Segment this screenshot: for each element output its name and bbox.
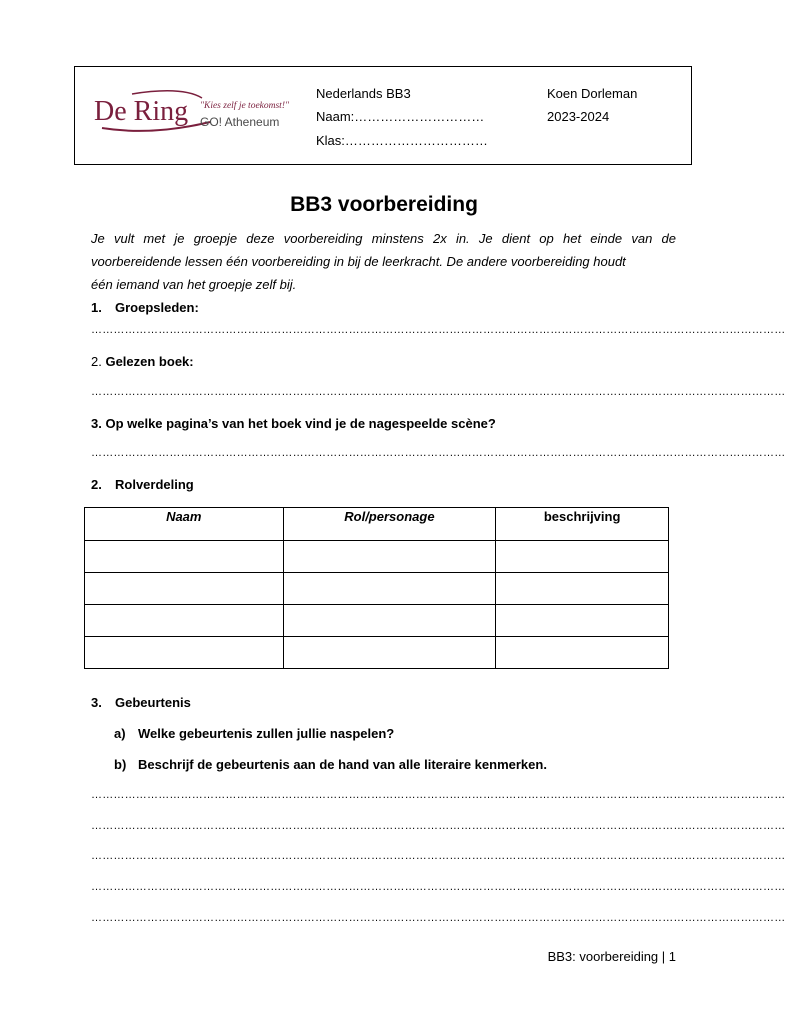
table-row [85,605,669,637]
page-footer: BB3: voorbereiding | 1 [547,949,676,964]
intro-last-line: één iemand van het groepje zelf bij. [91,277,297,292]
question-label: Groepsleden: [115,300,199,315]
question-gelezen-boek [91,354,194,369]
table-cell[interactable] [496,541,669,573]
table-cell[interactable] [496,637,669,669]
question-groepsleden [91,300,199,315]
table-cell[interactable] [283,541,496,573]
klas-field[interactable]: Klas:…………………………… [316,133,488,148]
rolverdeling-table [84,507,669,669]
question-label: Rolverdeling [115,477,194,492]
subquestion-letter: a) [114,726,126,741]
answer-line[interactable]: …………………………………………………………………………………………………………………………………………………………………… [91,881,785,893]
table-row [85,637,669,669]
question-number: 2. [91,354,102,369]
naam-field[interactable]: Naam:………………………… [316,109,485,124]
subquestion-letter: b) [114,757,127,772]
table-row [85,573,669,605]
table-header-row [85,508,669,541]
answer-line[interactable]: …………………………………………………………………………………………………………………………………………………………………… [91,324,785,336]
question-rolverdeling [91,477,194,492]
answer-line[interactable]: …………………………………………………………………………………………………………………………………………………………………… [91,850,785,862]
subquestion-a [114,726,394,741]
question-number: 1. [91,300,102,315]
logo-school: GO! Atheneum [200,115,280,129]
question-number: 3. [91,695,102,710]
logo-tagline: "Kies zelf je toekomst!" [200,101,289,111]
question-gebeurtenis [91,695,191,710]
answer-line[interactable]: …………………………………………………………………………………………………………………………………………………………………… [91,447,785,459]
school-logo [92,84,302,144]
table-cell[interactable] [283,637,496,669]
question-number: 2. [91,477,102,492]
column-header-beschrijving: beschrijving [496,508,669,541]
question-label: Gelezen boek: [105,354,194,369]
table-cell[interactable] [496,573,669,605]
logo-name: De Ring [94,96,189,127]
table-cell[interactable] [85,605,284,637]
school-year: 2023-2024 [547,109,610,124]
subquestion-b [114,757,547,772]
table-cell[interactable] [85,637,284,669]
subquestion-label: Welke gebeurtenis zullen jullie naspelen? [138,726,395,741]
answer-line[interactable]: …………………………………………………………………………………………………………………………………………………………………… [91,820,785,832]
teacher-name: Koen Dorleman [547,86,638,101]
course-name: Nederlands BB3 [316,86,411,101]
table-row [85,541,669,573]
column-header-rol: Rol/personage [283,508,496,541]
table-cell[interactable] [283,605,496,637]
table-cell[interactable] [85,541,284,573]
table-cell[interactable] [283,573,496,605]
column-header-naam: Naam [85,508,284,541]
subquestion-label: Beschrijf de gebeurtenis aan de hand van alle literaire kenmerken. [138,757,547,772]
answer-line[interactable]: …………………………………………………………………………………………………………………………………………………………………… [91,912,785,924]
table-cell[interactable] [496,605,669,637]
table-cell[interactable] [85,573,284,605]
answer-line[interactable]: …………………………………………………………………………………………………………………………………………………………………… [91,386,785,398]
question-label: Gebeurtenis [115,695,191,710]
intro-paragraph [91,227,676,296]
page-title: BB3 voorbereiding [290,193,478,216]
answer-line[interactable]: …………………………………………………………………………………………………………………………………………………………………… [91,789,785,801]
intro-text: Je vult met je groepje deze voorbereiding minstens 2x in. Je dient op het einde van de voorbereidende lessen één voorbereiding in bij de leerkracht. De andere voorbereiding houdt [91,231,676,269]
question-paginas: 3. Op welke pagina’s van het boek vind je de nagespeelde scène? [91,416,496,431]
